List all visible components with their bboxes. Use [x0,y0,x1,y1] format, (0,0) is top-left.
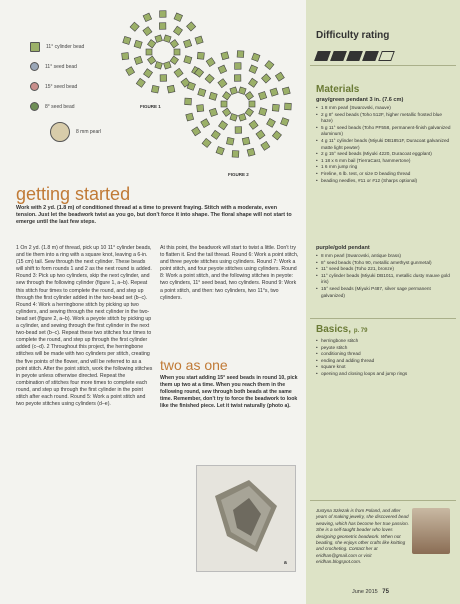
issue-date: June 2015 [352,589,378,595]
list-item: • Fireline, 6 lb. test, or size D beading thread [316,171,452,178]
cylinder-bead [174,13,183,22]
cylinder-bead [256,130,265,139]
bead-swatch-icon [50,122,70,142]
pendant-2-title: purple/gold pendant [316,245,370,251]
cylinder-bead [234,75,241,82]
bead-swatch-icon [30,102,39,111]
rating-diamond-icon [330,51,347,61]
cylinder-bead [202,138,211,147]
divider [310,65,456,66]
cylinder-bead [209,108,217,116]
cylinder-bead [218,121,227,130]
cylinder-bead [221,101,227,107]
cylinder-bead [205,74,214,83]
list-item: • square knot [316,364,452,371]
cylinder-bead [126,67,135,76]
cylinder-bead [267,118,276,127]
beadwork-photo-drawing [197,466,295,571]
cylinder-bead [259,108,267,116]
cylinder-bead [245,108,253,116]
cylinder-bead [237,51,244,58]
divider [310,318,456,319]
instructions-column-2: At this point, the beadwork will start to twist a little. Don't try to flatten it. End the tail thread. Round 6: Work a point stitch, and three peyote stitches using cylinders. Round 7: Work a point stitch, and four peyote stitches using cylinders. Round 8: Work a point stitch, and the following stitches in peyote: two cylinders, 11° seed bead, two cylinders. Round 9: Work a point stitch, and then: two cylinders, two 11°s, two cylinders. [160,245,299,301]
figure-1-label: FIGURE 1 [140,104,161,109]
list-item: • 15° seed beads (Miyuki P487, silver sage permanent galvanized) [316,286,452,299]
cylinder-bead [160,11,167,18]
cylinder-bead [235,63,242,70]
photo-a-label: a [284,560,287,566]
page-number: 75 [382,589,389,595]
cylinder-bead [218,79,227,88]
rating-diamond-icon [314,51,331,61]
list-item: • ending and adding thread [316,358,452,365]
cylinder-bead [235,127,242,134]
cylinder-bead [197,105,204,112]
legend-label: 8 mm pearl [76,129,102,135]
cylinder-bead [252,53,260,61]
list-item: • herringbone stitch [316,338,452,345]
legend-item [30,102,75,111]
cylinder-bead [261,141,270,150]
cylinder-bead [262,74,271,83]
cylinder-bead [147,56,155,64]
cylinder-bead [187,82,195,90]
cylinder-bead [198,88,206,96]
list-item: • 4 g 11° cylinder beads (Miyuki DB1851F, Duracoat galvanized matte light pewter) [316,138,452,151]
cylinder-bead [151,85,159,93]
cylinder-bead [164,62,172,70]
cylinder-bead [143,27,152,36]
figure-2-diagram [178,42,298,170]
cylinder-bead [239,114,247,122]
cylinder-bead [249,120,258,129]
cylinder-bead [123,36,131,44]
cylinder-bead [285,103,292,110]
rating-diamond-icon [378,51,395,61]
cylinder-bead [248,78,257,87]
cylinder-bead [216,147,224,155]
legend-label: 11° cylinder bead [46,44,85,50]
cylinder-bead [245,92,253,100]
bead-swatch-icon [30,62,39,71]
cylinder-bead [146,49,152,55]
pendant-1-title: gray/green pendant 3 in. (7.6 cm) [316,97,404,103]
legend-item [30,82,77,91]
cylinder-bead [249,65,258,74]
cylinder-bead [160,75,167,82]
cylinder-bead [164,35,172,43]
cylinder-bead [239,87,247,95]
bead-swatch-icon [30,82,39,91]
cylinder-bead [247,148,255,156]
cylinder-bead [173,26,182,35]
cylinder-bead [265,60,274,69]
list-item: • 1 6 mm jump ring [316,164,452,171]
basics-title: Basics, [316,324,352,335]
cylinder-bead [134,56,142,64]
list-item: • 11° seed beads (Toho 221, bronze) [316,266,452,273]
cylinder-bead [249,101,255,107]
difficulty-title: Difficulty rating [316,30,390,41]
cylinder-bead [222,108,230,116]
list-item: • 1 8 mm pearl (Swarovski, mauve) [316,105,452,112]
two-as-one-paragraph: When you start adding 15° seed beads in round 10, pick them up two at a time. When you reach them in the following round, sew through both beads at the same time. Remember, don't try to force the beadwork to look like the finished piece. Let it twist naturally (photo a). [160,375,298,410]
pendant-2-materials [316,253,452,299]
legend-label: 15° seed bead [45,83,78,90]
basics-page: p. 79 [353,328,368,334]
legend-label: 11° seed bead [45,63,77,70]
materials-heading: Materials [316,84,360,95]
cylinder-bead [232,151,239,158]
list-item: • 2 g 8° seed beads (Toho 512F, higher metallic frosted blue haze) [316,112,452,125]
cylinder-bead [270,88,278,96]
photo-a [196,465,296,572]
rating-diamond-icon [362,51,379,61]
basics-list [316,338,452,378]
cylinder-bead [130,22,139,31]
list-item: • 1 18 x 6 mm bail (TierraCast, hammertone) [316,158,452,165]
cylinder-bead [222,92,230,100]
cylinder-bead [282,87,290,95]
author-photo [412,508,450,554]
bead-swatch-icon [30,42,40,52]
cylinder-bead [221,52,229,60]
author-bio: Justyna Szlezak is from Poland, and after years of making jewelry, she discovered bead weaving, which has become her true passion. She is a self-taught beader who loves designing geometric beadwork. When not beading, she enjoys other crafts like knitting and crocheting. Contact her at eridhan@gmail.com or visit eridhan.blogspot.com. [316,508,409,565]
list-item: • 5 g 11° seed beads (Toho PF558, permanent-finish galvanized aluminum) [316,125,452,138]
two-as-one-heading: two as one [160,357,228,373]
cylinder-bead [134,40,142,48]
cylinder-bead [155,62,163,70]
cylinder-bead [272,131,281,140]
cylinder-bead [218,65,227,74]
figure-2-label: FIGURE 2 [228,172,249,177]
cylinder-bead [230,87,238,95]
basics-heading [316,324,368,335]
list-item: • 8 mm pearl (Swarovski, antique brass) [316,253,452,260]
cylinder-bead [230,114,238,122]
cylinder-bead [147,40,155,48]
list-item: • 11° cylinder beads (Miyuki DB1011, metallic dusty mauve gold iris) [316,273,452,286]
cylinder-bead [159,23,166,30]
cylinder-bead [143,69,152,78]
getting-started-heading: getting started [16,184,131,204]
cylinder-bead [258,91,266,99]
cylinder-bead [206,58,215,67]
cylinder-bead [194,68,203,77]
legend-label: 8° seed bead [45,103,75,110]
difficulty-rating [316,51,393,61]
cylinder-bead [275,72,284,81]
list-item: • 8° seed beads (Toho 90, metallic amethyst gunmetal) [316,260,452,267]
cylinder-bead [167,85,175,93]
page-footer [352,589,389,595]
cylinder-bead [272,104,279,111]
intro-paragraph: Work with 2 yd. (1.8 m) of conditioned thread at a time to prevent fraying. Stitch with a moderate, even tension. Just let the beadwork twist as you go, but don't force it into shape. The floral shape will not start to emerge until the last few steps. [16,205,292,226]
list-item: • beading needles, #11 or #12 (Sharps optional) [316,178,452,185]
cylinder-bead [209,92,217,100]
cylinder-bead [211,130,220,139]
cylinder-bead [242,137,250,145]
legend-item [30,122,101,142]
list-item: • peyote stitch [316,345,452,352]
cylinder-bead [143,13,152,22]
list-item: • opening and closing loops and jump rings [316,371,452,378]
cylinder-bead [192,127,201,136]
cylinder-bead [136,78,145,87]
list-item: • conditioning thread [316,351,452,358]
cylinder-bead [201,119,210,128]
cylinder-bead [185,98,192,105]
cylinder-bead [186,113,194,121]
cylinder-bead [187,22,196,31]
divider [310,500,456,501]
legend-item [30,62,77,71]
rating-diamond-icon [346,51,363,61]
instructions-column-1: 1 On 2 yd. (1.8 m) of thread, pick up 10 11° cylinder beads, and tie them into a ring with a square knot, leaving a 6-in. (15 cm) tail. Sew through the next cylinder. These beads will shift to form rounds 1 and 2 as the next round is added. Round 3: Pick up two cylinders, skip the next cylinder, and sew through the following cylinder (figure 1, a–b). Repeat this stitch four times to complete the round, and step up through the first cylinder added in the two-bead set (b–c). Round 4: Work a herringbone stitch by picking up two cylinders, and sewing through the next cylinder in the two-bead set (figure 2, a–b). Work a peyote stitch by picking up a cylinder, and sewing through the first cylinder in the next two-bead set (b–c). Repeat these two stitches four times to complete the round, and step up through the first cylinder added (c–d). 2 Throughout this project, the herringbone stitches will be made with two cylinders per stitch, creating the five points of the flower, and will be referred to as a point stitch. After the point stitch, work the following stitches in peyote unless otherwise directed. Repeat the combination of stitches four more times to complete each round, and step up through the first cylinder in the point stitch after each round. Round 5: Work a point stitch and two peyote stitches using cylinders (d–e). [16,245,153,408]
cylinder-bead [122,53,129,60]
legend-item [30,42,84,52]
figure-2-beads [185,51,292,158]
cylinder-bead [281,118,289,126]
cylinder-bead [155,35,163,43]
pendant-1-materials [316,105,452,184]
cylinder-bead [226,137,234,145]
list-item: • 2 g 15° seed beads (Miyuki 4220, Duracoat eggplant) [316,151,452,158]
